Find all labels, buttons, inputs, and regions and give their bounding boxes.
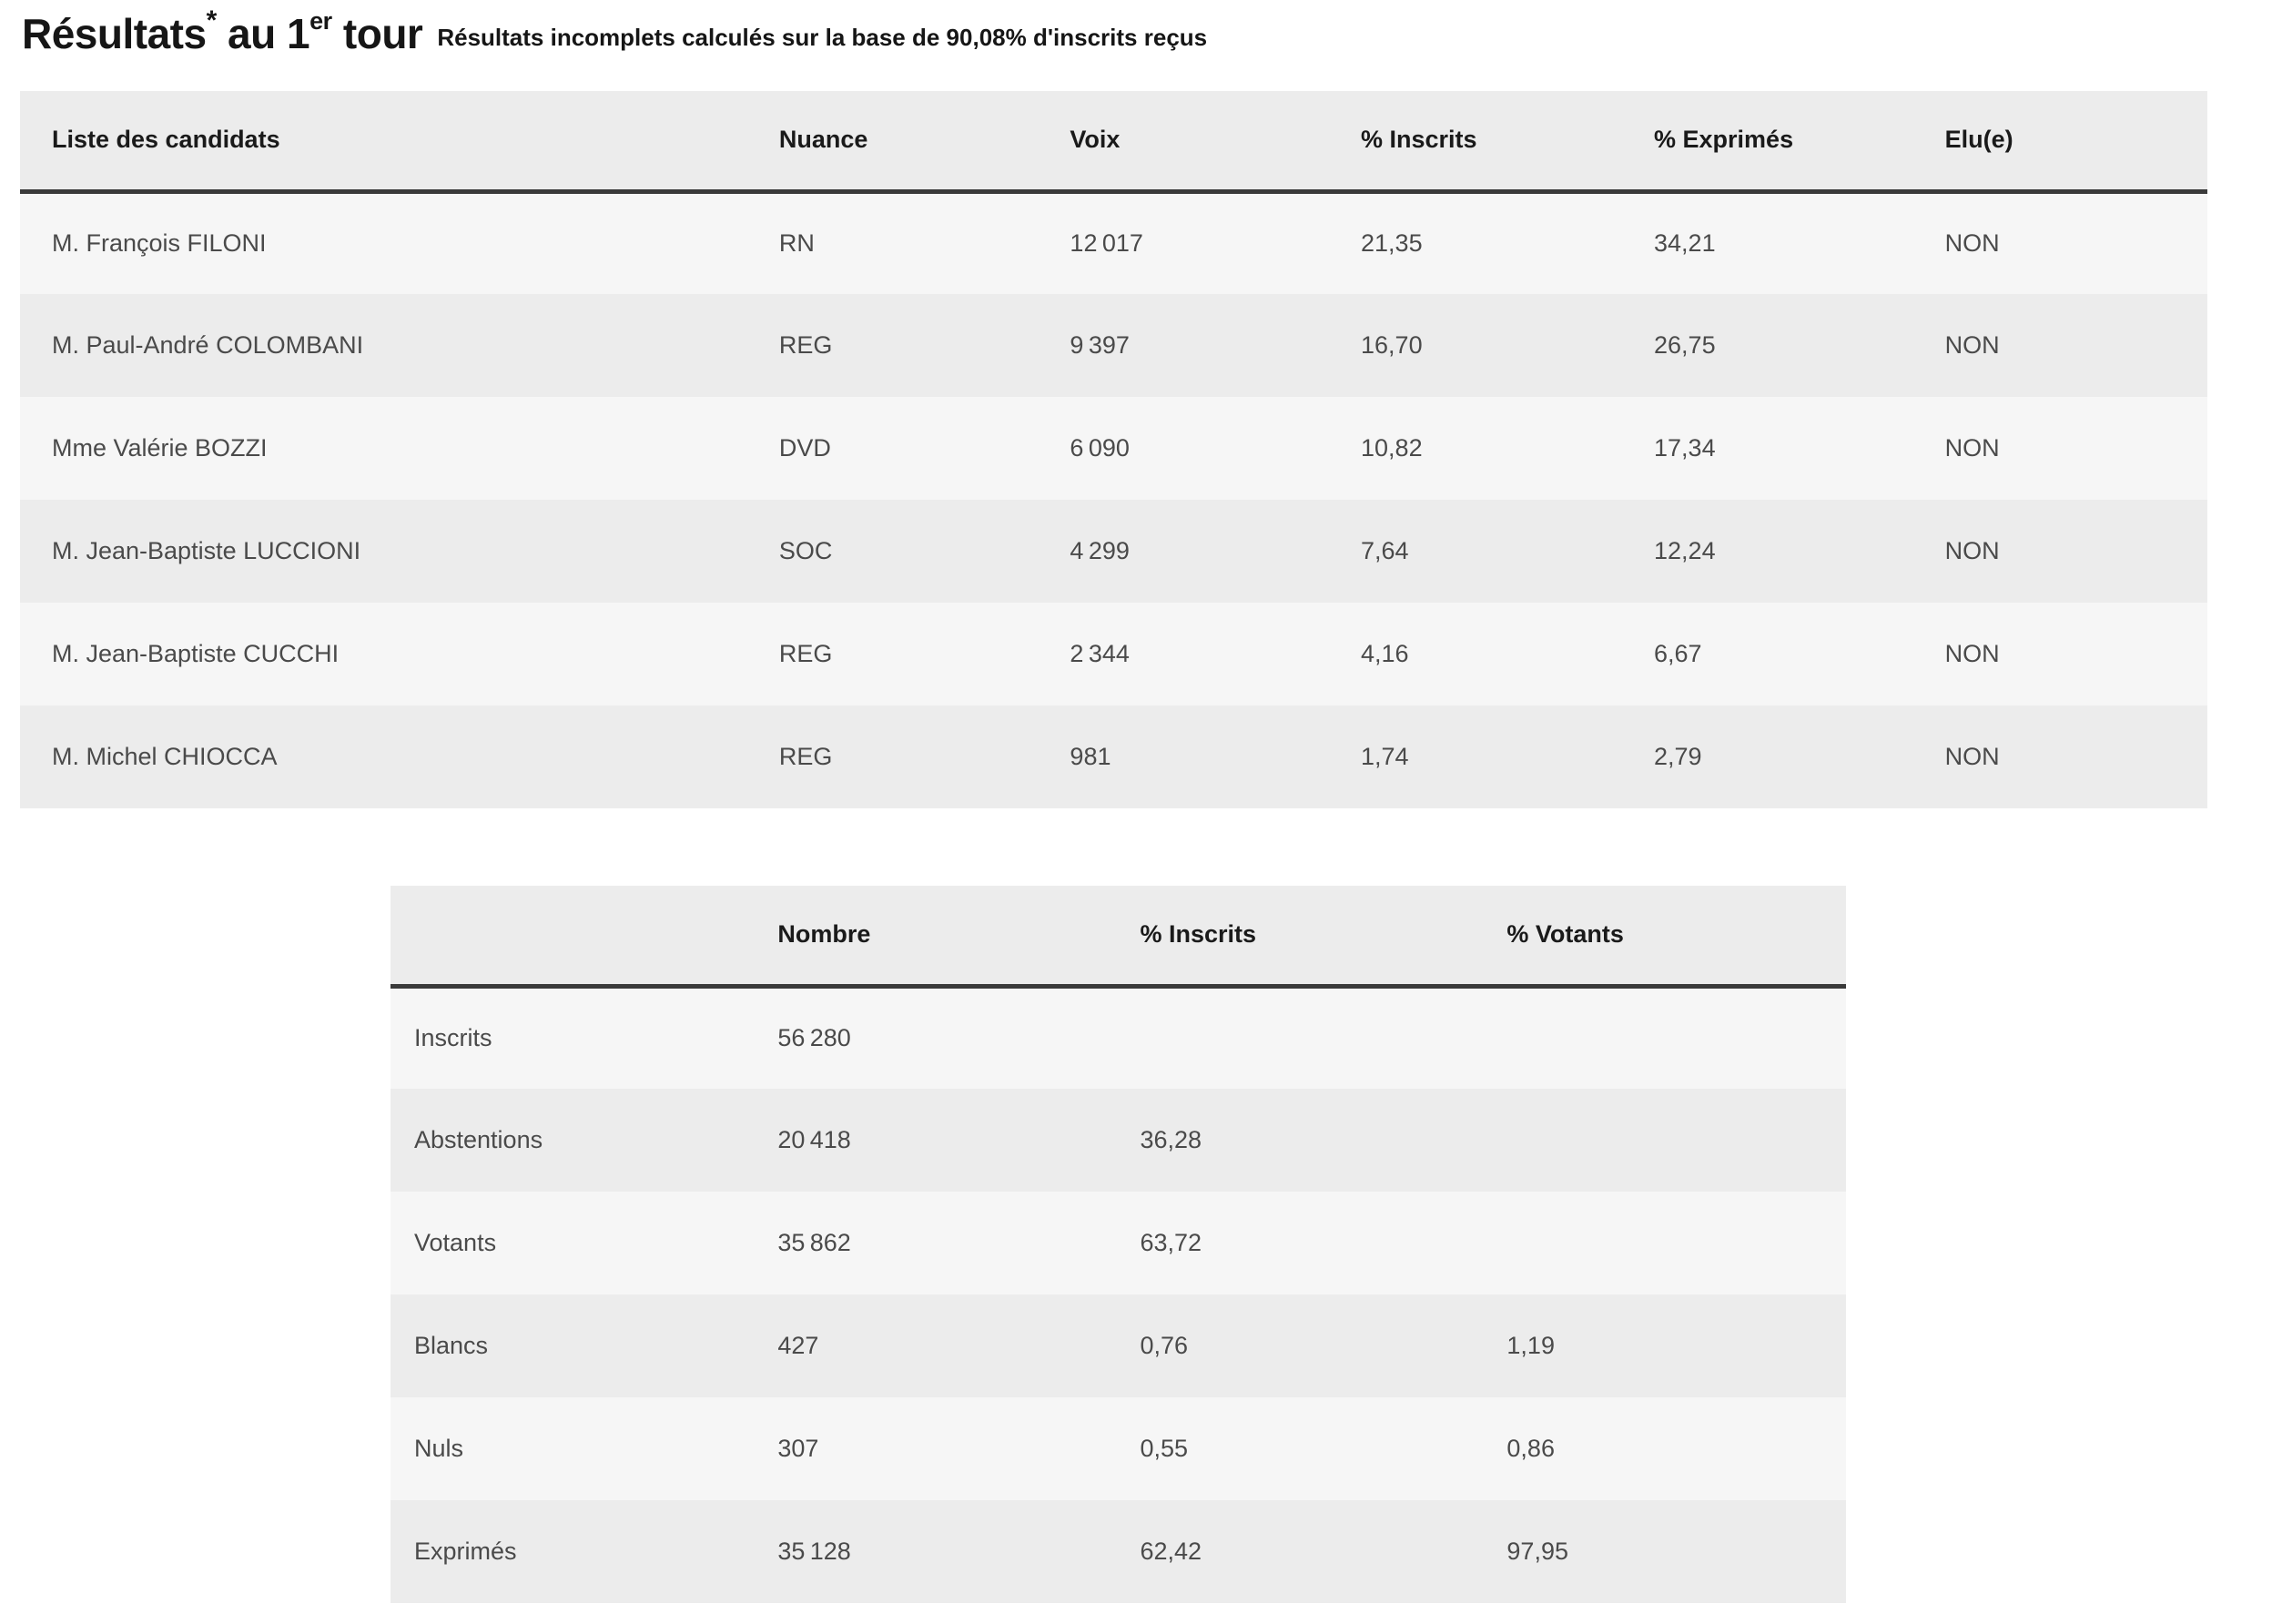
candidates-header-row [20, 91, 2207, 191]
candidate-elu: NON [1945, 397, 2207, 500]
participation-pct-votants: 97,95 [1506, 1500, 1846, 1603]
candidate-voix: 12 017 [1070, 191, 1361, 294]
page-title [22, 5, 423, 58]
candidate-pct-exprimes: 26,75 [1654, 294, 1945, 397]
col-header-pct-exprimes: % Exprimés [1654, 91, 1945, 191]
participation-nombre: 35 128 [777, 1500, 1140, 1603]
title-ordinal: er [309, 7, 332, 35]
candidate-elu: NON [1945, 294, 2207, 397]
participation-pct-votants [1506, 986, 1846, 1089]
participation-pct-inscrits: 0,76 [1140, 1294, 1506, 1397]
candidate-row [20, 705, 2207, 808]
candidate-pct-inscrits: 4,16 [1361, 603, 1654, 705]
col-header-elu: Elu(e) [1945, 91, 2207, 191]
candidate-voix: 4 299 [1070, 500, 1361, 603]
candidate-row [20, 294, 2207, 397]
candidate-pct-exprimes: 17,34 [1654, 397, 1945, 500]
candidate-nuance: REG [779, 705, 1070, 808]
col-header-nombre: Nombre [777, 886, 1140, 986]
candidate-name: M. Jean-Baptiste LUCCIONI [20, 500, 779, 603]
col-header-nuance: Nuance [779, 91, 1070, 191]
participation-label: Nuls [390, 1397, 777, 1500]
participation-table [390, 886, 1846, 1603]
participation-nombre: 20 418 [777, 1089, 1140, 1192]
participation-pct-inscrits: 62,42 [1140, 1500, 1506, 1603]
candidate-nuance: SOC [779, 500, 1070, 603]
participation-row [390, 1192, 1846, 1294]
candidate-name: M. Michel CHIOCCA [20, 705, 779, 808]
candidate-row [20, 397, 2207, 500]
results-header [0, 0, 2272, 82]
candidate-nuance: DVD [779, 397, 1070, 500]
participation-row [390, 1089, 1846, 1192]
title-main: Résultats [22, 10, 207, 57]
candidate-voix: 6 090 [1070, 397, 1361, 500]
candidate-pct-exprimes: 34,21 [1654, 191, 1945, 294]
candidate-name: Mme Valérie BOZZI [20, 397, 779, 500]
candidate-row [20, 191, 2207, 294]
candidate-pct-inscrits: 10,82 [1361, 397, 1654, 500]
candidate-pct-exprimes: 6,67 [1654, 603, 1945, 705]
candidate-elu: NON [1945, 191, 2207, 294]
participation-pct-inscrits: 0,55 [1140, 1397, 1506, 1500]
candidate-row [20, 500, 2207, 603]
candidate-voix: 9 397 [1070, 294, 1361, 397]
candidate-pct-inscrits: 16,70 [1361, 294, 1654, 397]
title-mid: au 1 [216, 10, 310, 57]
participation-pct-votants: 0,86 [1506, 1397, 1846, 1500]
col-header-empty [390, 886, 777, 986]
title-end: tour [331, 10, 423, 57]
candidate-pct-exprimes: 2,79 [1654, 705, 1945, 808]
participation-pct-votants [1506, 1089, 1846, 1192]
participation-label: Abstentions [390, 1089, 777, 1192]
participation-header-row [390, 886, 1846, 986]
participation-label: Votants [390, 1192, 777, 1294]
participation-pct-inscrits: 36,28 [1140, 1089, 1506, 1192]
candidate-voix: 2 344 [1070, 603, 1361, 705]
col-header-voix: Voix [1070, 91, 1361, 191]
candidate-elu: NON [1945, 500, 2207, 603]
participation-row [390, 1397, 1846, 1500]
col-header-pct-inscrits: % Inscrits [1140, 886, 1506, 986]
participation-pct-inscrits: 63,72 [1140, 1192, 1506, 1294]
candidate-pct-inscrits: 21,35 [1361, 191, 1654, 294]
col-header-pct-votants: % Votants [1506, 886, 1846, 986]
candidate-name: M. François FILONI [20, 191, 779, 294]
candidate-nuance: REG [779, 603, 1070, 705]
candidate-elu: NON [1945, 603, 2207, 705]
candidate-pct-inscrits: 1,74 [1361, 705, 1654, 808]
candidate-name: M. Paul-André COLOMBANI [20, 294, 779, 397]
participation-label: Inscrits [390, 986, 777, 1089]
participation-row [390, 1500, 1846, 1603]
candidate-nuance: RN [779, 191, 1070, 294]
participation-nombre: 35 862 [777, 1192, 1140, 1294]
participation-nombre: 427 [777, 1294, 1140, 1397]
candidate-voix: 981 [1070, 705, 1361, 808]
participation-pct-votants [1506, 1192, 1846, 1294]
candidate-row [20, 603, 2207, 705]
col-header-liste-des-candidats: Liste des candidats [20, 91, 779, 191]
participation-nombre: 56 280 [777, 986, 1140, 1089]
page-subtitle: Résultats incomplets calculés sur la base de 90,08% d'inscrits reçus [437, 24, 1208, 51]
candidates-table [20, 91, 2207, 808]
participation-pct-inscrits [1140, 986, 1506, 1089]
participation-row [390, 986, 1846, 1089]
title-asterisk: * [206, 5, 217, 36]
col-header-pct-inscrits: % Inscrits [1361, 91, 1654, 191]
candidate-pct-inscrits: 7,64 [1361, 500, 1654, 603]
candidate-name: M. Jean-Baptiste CUCCHI [20, 603, 779, 705]
participation-label: Blancs [390, 1294, 777, 1397]
participation-nombre: 307 [777, 1397, 1140, 1500]
candidate-nuance: REG [779, 294, 1070, 397]
participation-label: Exprimés [390, 1500, 777, 1603]
candidate-pct-exprimes: 12,24 [1654, 500, 1945, 603]
participation-row [390, 1294, 1846, 1397]
participation-pct-votants: 1,19 [1506, 1294, 1846, 1397]
candidate-elu: NON [1945, 705, 2207, 808]
